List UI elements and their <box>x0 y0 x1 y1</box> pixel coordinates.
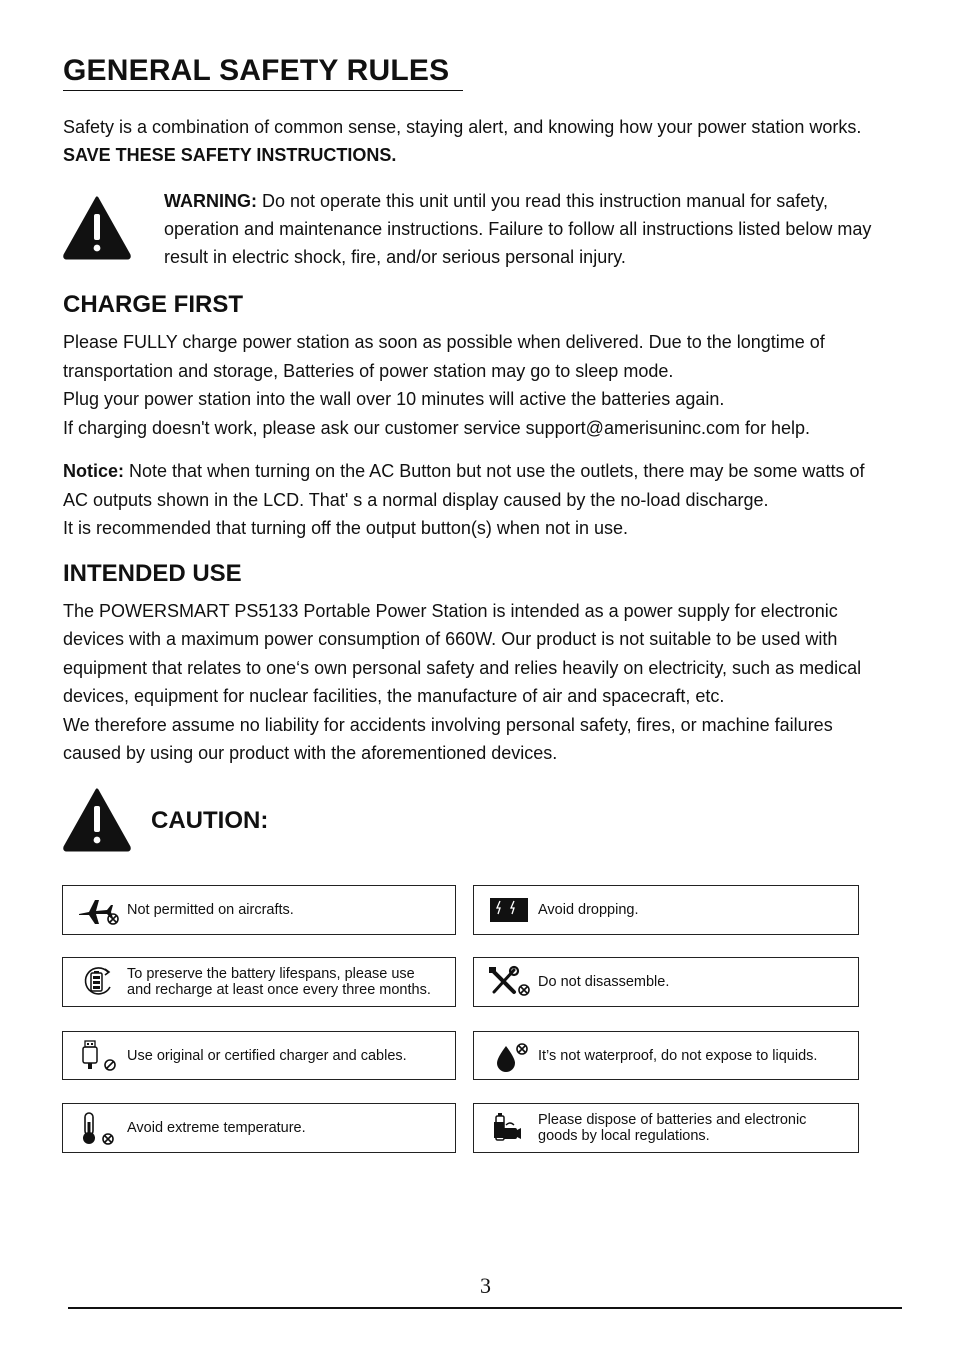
no-disassemble-icon <box>486 964 534 1000</box>
notice-line-1 <box>63 457 864 486</box>
caution-text: Avoid dropping. <box>538 902 639 918</box>
warning-line-2: operation and maintenance instructions. Failure to follow all instructions listed below may <box>164 219 872 239</box>
notice-text-1: Note that when turning on the AC Button but not use the outlets, there may be some watts of <box>124 461 865 481</box>
intended-use-line: devices with a maximum power consumption of 660W. Our product is not suitable to be used with <box>63 629 838 649</box>
caution-item-aircraft <box>62 885 456 935</box>
intended-use-line: caused by using our product with the aforementioned devices. <box>63 743 558 763</box>
no-aircraft-icon <box>75 892 123 928</box>
no-drop-icon <box>486 892 534 928</box>
caution-text: It’s not waterproof, do not expose to liquids. <box>538 1047 818 1064</box>
intro-text: Safety is a combination of common sense, staying alert, and knowing how your power station works. <box>63 117 862 137</box>
caution-item-liquid <box>473 1031 859 1080</box>
caution-item-disassemble <box>473 957 859 1007</box>
charge-first-line: Plug your power station into the wall over 10 minutes will active the batteries again. <box>63 389 725 409</box>
caution-text: Use original or certified charger and cables. <box>127 1047 407 1064</box>
caution-text: Do not disassemble. <box>538 974 670 990</box>
caution-item-temperature <box>62 1103 456 1153</box>
caution-warning-icon <box>62 786 132 852</box>
charge-first-line: If charging doesn't work, please ask our customer service support@amerisuninc.com for help. <box>63 418 811 438</box>
caution-item-dispose <box>473 1103 859 1153</box>
intended-use-line: equipment that relates to one‘s own personal safety and relies heavily on electricity, such as medical <box>63 658 862 678</box>
caution-text <box>127 966 449 998</box>
certified-charger-icon <box>75 1038 123 1074</box>
caution-text: Not permitted on aircrafts. <box>127 902 294 918</box>
battery-cycle-icon <box>75 964 123 1000</box>
no-liquid-icon <box>486 1038 534 1074</box>
caution-item-charger <box>62 1031 456 1080</box>
caution-text: Avoid extreme temperature. <box>127 1120 306 1136</box>
charge-first-heading: CHARGE FIRST <box>63 291 243 318</box>
caution-heading: CAUTION: <box>151 807 269 834</box>
warning-line-3: result in electric shock, fire, and/or serious personal injury. <box>164 247 626 267</box>
charge-first-line: transportation and storage, Batteries of power station may go to sleep mode. <box>63 361 674 381</box>
caution-text-line: To preserve the battery lifespans, please use <box>127 966 415 982</box>
warning-text-1: Do not operate this unit until you read this instruction manual for safety, <box>257 191 828 211</box>
warning-line-1 <box>164 187 828 216</box>
battery-recycle-icon <box>486 1110 534 1146</box>
footer-rule <box>68 1307 902 1309</box>
notice-label: Notice: <box>63 461 125 481</box>
page-number: 3 <box>480 1273 491 1298</box>
notice-line-3: It is recommended that turning off the output button(s) when not in use. <box>63 518 629 538</box>
no-extreme-temperature-icon <box>75 1110 123 1146</box>
intended-use-line: devices, equipment for nuclear facilities, the manufacture of air and spacecraft, etc. <box>63 686 725 706</box>
caution-text <box>538 1112 852 1144</box>
notice-line-2: AC outputs shown in the LCD. That' s a normal display caused by the no-load discharge. <box>63 490 769 510</box>
caution-item-battery-lifespan <box>62 957 456 1007</box>
warning-label: WARNING: <box>164 191 257 211</box>
warning-icon <box>62 194 132 260</box>
intended-use-heading: INTENDED USE <box>63 560 242 587</box>
caution-text-line: goods by local regulations. <box>538 1128 710 1144</box>
save-instructions-text: SAVE THESE SAFETY INSTRUCTIONS. <box>63 145 397 165</box>
intended-use-line: We therefore assume no liability for accidents involving personal safety, fires, or machine failures <box>63 715 833 735</box>
page-title: GENERAL SAFETY RULES <box>63 54 450 87</box>
caution-text-line: Please dispose of batteries and electronic <box>538 1112 807 1128</box>
caution-text-line: and recharge at least once every three months. <box>127 982 431 998</box>
intended-use-line: The POWERSMART PS5133 Portable Power Station is intended as a power supply for electronic <box>63 601 838 621</box>
title-underline <box>63 90 463 91</box>
charge-first-line: Please FULLY charge power station as soon as possible when delivered. Due to the longtime of <box>63 332 825 352</box>
caution-item-drop <box>473 885 859 935</box>
